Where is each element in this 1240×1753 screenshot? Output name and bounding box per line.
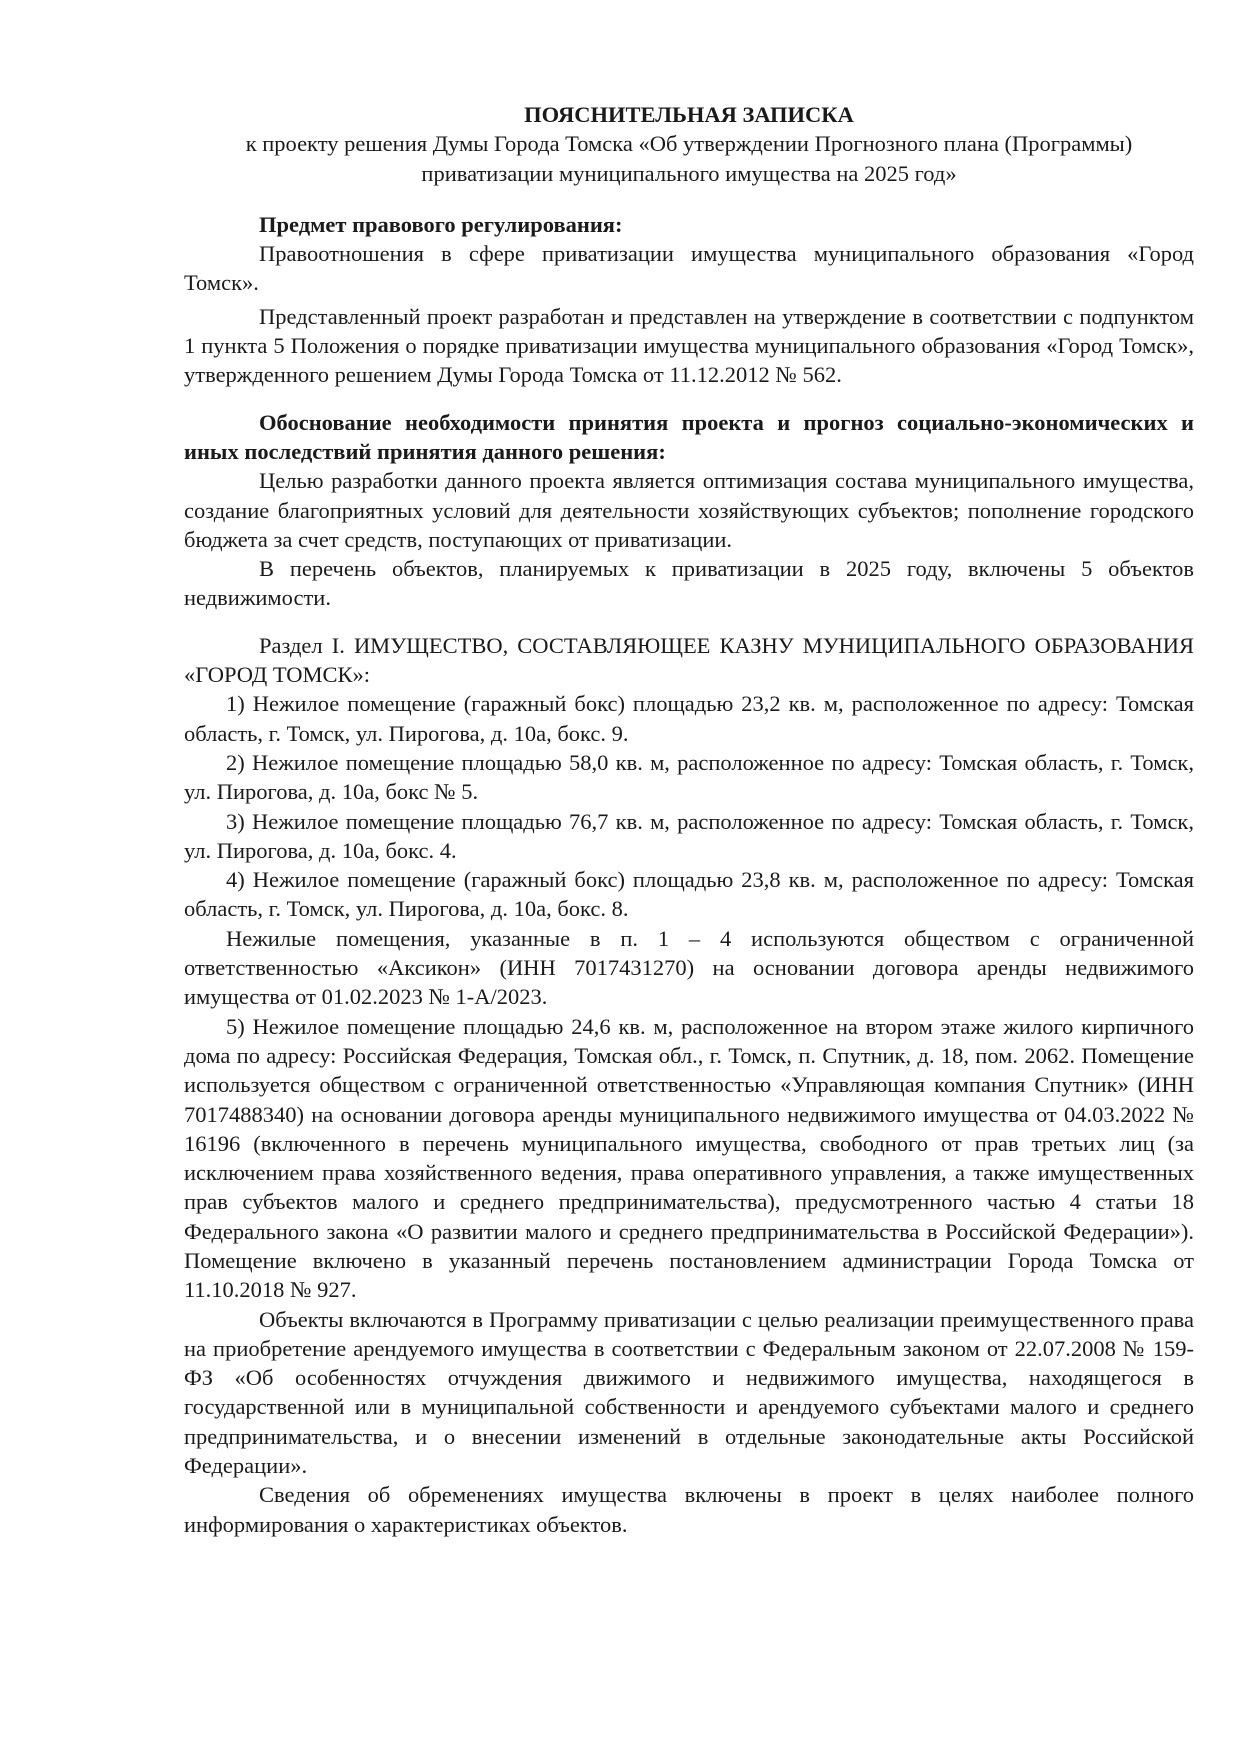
list-item: 3) Нежилое помещение площадью 76,7 кв. м, расположенное по адресу: Томская область, г. Томск, ул. Пирогова, д. 10а, бокс. 4. [184, 808, 1194, 863]
document-subtitle-line2: приватизации муниципального имущества на 2025 год» [421, 160, 957, 186]
list-item: 2) Нежилое помещение площадью 58,0 кв. м, расположенное по адресу: Томская область, г. Томск, ул. Пирогова, д. 10а, бокс № 5. [184, 749, 1194, 805]
basis-text: Представленный проект разработан и представлен на утверждение в соответствии с подпунктом 1 пункта 5 Положения о порядке приватизации имущества муниципального образования «Город Томск», утвержденного решением Думы Города Томска от 11.12.2012 № 562. [184, 303, 1194, 388]
section-heading: Раздел I. ИМУЩЕСТВО, СОСТАВЛЯЮЩЕЕ КАЗНУ МУНИЦИПАЛЬНОГО ОБРАЗОВАНИЯ «ГОРОД ТОМСК»: [184, 632, 1194, 688]
list-item: 5) Нежилое помещение площадью 24,6 кв. м, расположенное на втором этаже жилого кирпичного дома по адресу: Российская Федерация, Томская обл., г. Томск, п. Спутник, д. 18, пом. 2062. Помещение используется обществом с ограниченной ответственностью «Управляющая компания Спутник» (ИНН 7017488340) на основании договора аренды муниципального недвижимого имущества от 04.03.2022 № 16196 (включенного в перечень муниципального имущества, свободного от прав третьих лиц (за исключением права хозяйственного ведения, права оперативного управления, а также имущественных прав субъектов малого и среднего предпринимательства), предусмотренного частью 4 статьи 18 Федерального закона «О развитии малого и среднего предпринимательства в Российской Федерации»). Помещение включено в указанный перечень постановлением администрации Города Томска от 11.10.2018 № 927. [184, 1013, 1194, 1303]
list-item: 1) Нежилое помещение (гаражный бокс) площадью 23,2 кв. м, расположенное по адресу: Томская область, г. Томск, ул. Пирогова, д. 10а, бокс. 9. [184, 691, 1194, 746]
rationale-heading: Обоснование необходимости принятия проекта и прогноз социально-экономических и иных последствий принятия данного решения: [184, 409, 1194, 464]
document-title: ПОЯСНИТЕЛЬНАЯ ЗАПИСКА [524, 102, 854, 127]
list-item: 4) Нежилое помещение (гаражный бокс) площадью 23,8 кв. м, расположенное по адресу: Томская область, г. Томск, ул. Пирогова, д. 10а, бокс. 8. [184, 867, 1194, 922]
document-page [184, 100, 1194, 1539]
program-text: Объекты включаются в Программу приватизации с целью реализации преимущественного права на приобретение арендуемого имущества в соответствии с Федеральным законом от 22.07.2008 № 159-ФЗ «Об особенностях отчуждения движимого и недвижимого имущества, находящегося в государственной или в муниципальной собственности и арендуемого субъектами малого и среднего предпринимательства, и о внесении изменений в отдельные законодательные акты Российской Федерации». [184, 1306, 1194, 1479]
encumbrance-text: Сведения об обременениях имущества включены в проект в целях наиболее полного информирования о характеристиках объектов. [184, 1482, 1194, 1537]
lease-note: Нежилые помещения, указанные в п. 1 – 4 используются обществом с ограниченной ответственностью «Аксикон» (ИНН 7017431270) на основании договора аренды недвижимого имущества от 01.02.2023 № 1-А/2023. [184, 925, 1194, 1010]
rationale-text: Целью разработки данного проекта является оптимизация состава муниципального имущества, создание благоприятных условий для деятельности хозяйствующих субъектов; пополнение городского бюджета за счет средств, поступающих от приватизации. [184, 468, 1194, 552]
document-subtitle-line1: к проекту решения Думы Города Томска «Об утверждении Прогнозного плана (Программы) [245, 131, 1133, 157]
subject-heading: Предмет правового регулирования: [259, 211, 623, 237]
subject-text: Правоотношения в сфере приватизации имущества муниципального образования «Город Томск». [184, 241, 1194, 296]
list-intro: В перечень объектов, планируемых к приватизации в 2025 году, включены 5 объектов недвижимости. [184, 556, 1194, 611]
